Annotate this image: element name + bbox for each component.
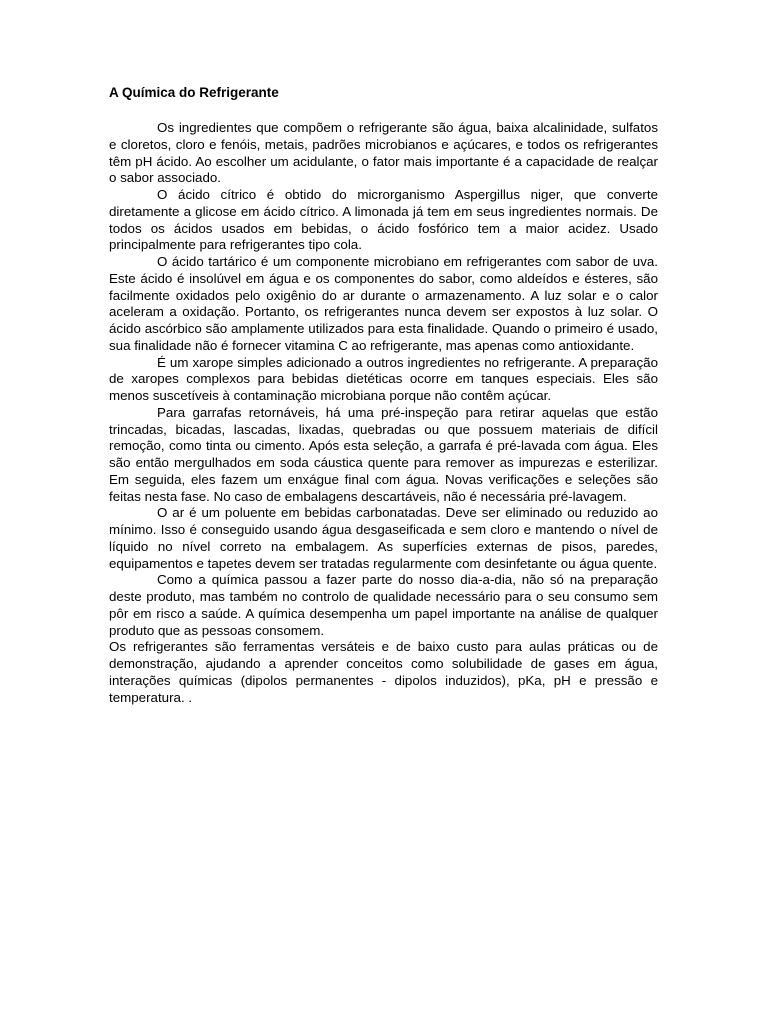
paragraph-4: É um xarope simples adicionado a outros ingredientes no refrigerante. A preparação de xaropes complexos para bebidas dietéticas ocorre em tanques especiais. Eles são menos suscetíveis à contaminação microbiana porque não contêm açúcar. (109, 354, 658, 403)
paragraph-2: O ácido cítrico é obtido do microrganismo Aspergillus niger, que converte diretamente a glicose em ácido cítrico. A limonada já tem em seus ingredientes normais. De todos os ácidos usados em bebidas, o ácido fosfórico tem a maior acidez. Usado principalmente para refrigerantes tipo cola. (109, 187, 658, 253)
document-body (109, 85, 658, 706)
paragraph-3: O ácido tartárico é um componente microbiano em refrigerantes com sabor de uva. Este ácido é insolúvel em água e os componentes do sabor, como aldeídos e ésteres, são facilmente oxidados pelo oxigênio do ar durante o armazenamento. A luz solar e o calor aceleram a oxidação. Portanto, os refrigerantes nunca devem ser expostos à luz solar. O ácido ascórbico são amplamente utilizados para esta finalidade. Quando o primeiro é usado, sua finalidade não é fornecer vitamina C ao refrigerante, mas apenas como antioxidante. (109, 254, 658, 353)
document-title: A Química do Refrigerante (109, 85, 279, 100)
paragraph-list (109, 120, 658, 706)
paragraph-7: Como a química passou a fazer parte do nosso dia-a-dia, não só na preparação deste produto, mas também no controlo de qualidade necessário para o seu consumo sem pôr em risco a saúde. A química desempenha um papel importante na análise de qualquer produto que as pessoas consomem. (109, 572, 658, 638)
paragraph-8: Os refrigerantes são ferramentas versáteis e de baixo custo para aulas práticas ou de demonstração, ajudando a aprender conceitos como solubilidade de gases em água, interações químicas (dipolos permanentes - dipolos induzidos), pKa, pH e pressão e temperatura. . (109, 639, 658, 705)
paragraph-1: Os ingredientes que compõem o refrigerante são água, baixa alcalinidade, sulfatos e cloretos, cloro e fenóis, metais, padrões microbianos e açúcares, e todos os refrigerantes têm pH ácido. Ao escolher um acidulante, o fator mais importante é a capacidade de realçar o sabor associado. (109, 120, 658, 186)
paragraph-6: O ar é um poluente em bebidas carbonatadas. Deve ser eliminado ou reduzido ao mínimo. Isso é conseguido usando água desgaseificada e sem cloro e mantendo o nível de líquido no nível correto na embalagem. As superfícies externas de pisos, paredes, equipamentos e tapetes devem ser tratadas regularmente com desinfetante ou água quente. (109, 505, 658, 571)
paragraph-5: Para garrafas retornáveis, há uma pré-inspeção para retirar aquelas que estão trincadas, bicadas, lascadas, lixadas, quebradas ou que possuem materiais de difícil remoção, como tinta ou cimento. Após esta seleção, a garrafa é pré-lavada com água. Eles são então mergulhados em soda cáustica quente para remover as impurezas e esterilizar. Em seguida, eles fazem um enxágue final com água. Novas verificações e seleções são feitas nesta fase. No caso de embalagens descartáveis, não é necessária pré-lavagem. (109, 404, 658, 504)
